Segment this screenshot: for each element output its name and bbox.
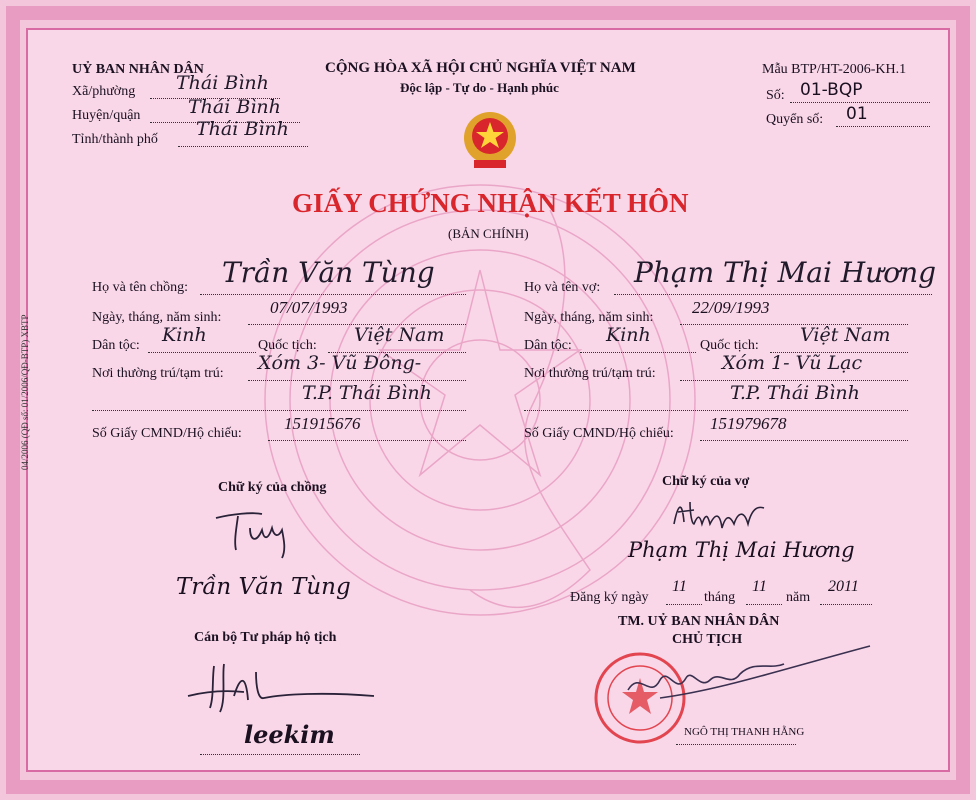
registration-month-label: tháng xyxy=(704,590,736,605)
husband-id-value: 151915676 xyxy=(284,414,361,433)
husband-residence-line1: Xóm 3- Vũ Đông- xyxy=(258,352,422,374)
province-label: Tỉnh/thành phố xyxy=(72,132,158,147)
wife-residence-line1: Xóm 1- Vũ Lạc xyxy=(722,352,863,374)
wife-ethnic-value: Kinh xyxy=(606,324,651,346)
husband-residence-label: Nơi thường trú/tạm trú: xyxy=(92,366,224,381)
husband-residence-line2: T.P. Thái Bình xyxy=(302,382,432,404)
country-heading: CỘNG HÒA XÃ HỘI CHỦ NGHĨA VIỆT NAM xyxy=(325,60,636,76)
registration-month: 11 xyxy=(752,578,767,595)
wife-ethnic-label: Dân tộc: xyxy=(524,338,572,353)
official-name: leekim xyxy=(244,720,335,749)
wife-nationality-value: Việt Nam xyxy=(800,324,891,346)
wife-name-label: Họ và tên vợ: xyxy=(524,280,601,295)
district-value: Thái Bình xyxy=(188,96,281,118)
wife-printed-name: Phạm Thị Mai Hương xyxy=(628,538,855,562)
registration-year-label: năm xyxy=(786,590,811,605)
wife-dob-label: Ngày, tháng, năm sinh: xyxy=(524,310,654,325)
wife-residence-label: Nơi thường trú/tạm trú: xyxy=(524,366,656,381)
husband-name-label: Họ và tên chồng: xyxy=(92,280,189,295)
form-code: Mẫu BTP/HT-2006-KH.1 xyxy=(762,62,907,77)
motto: Độc lập - Tự do - Hạnh phúc xyxy=(400,80,559,95)
husband-dob-label: Ngày, tháng, năm sinh: xyxy=(92,310,222,325)
chairman-name: NGÔ THỊ THANH HẰNG xyxy=(684,726,805,738)
official-label: Cán bộ Tư pháp hộ tịch xyxy=(194,630,337,645)
document-subtitle: (BẢN CHÍNH) xyxy=(448,226,529,241)
district-label: Huyện/quận xyxy=(72,108,141,123)
wife-residence-line2: T.P. Thái Bình xyxy=(730,382,860,404)
husband-nationality-label: Quốc tịch: xyxy=(258,338,317,353)
document-title: GIẤY CHỨNG NHẬN KẾT HÔN xyxy=(292,188,689,218)
husband-signature xyxy=(212,506,312,560)
husband-printed-name: Trần Văn Tùng xyxy=(176,574,351,600)
ward-label: Xã/phường xyxy=(72,84,136,99)
official-signature xyxy=(184,656,384,726)
registration-prefix: Đăng ký ngày xyxy=(570,590,649,605)
husband-id-label: Số Giấy CMND/Hộ chiếu: xyxy=(92,426,242,441)
wife-id-value: 151979678 xyxy=(710,414,787,433)
husband-dob-value: 07/07/1993 xyxy=(270,298,348,317)
number-label: Số: xyxy=(766,88,785,103)
husband-name-value: Trần Văn Tùng xyxy=(222,256,435,289)
number-value: 01-BQP xyxy=(800,80,863,100)
registration-year: 2011 xyxy=(828,578,859,595)
wife-id-label: Số Giấy CMND/Hộ chiếu: xyxy=(524,426,674,441)
book-label: Quyển số: xyxy=(766,112,824,127)
wife-name-value: Phạm Thị Mai Hương xyxy=(634,256,937,289)
husband-ethnic-value: Kinh xyxy=(162,324,207,346)
wife-signature-label: Chữ ký của vợ xyxy=(662,474,750,489)
chairman-title: CHỦ TỊCH xyxy=(672,632,743,647)
husband-nationality-value: Việt Nam xyxy=(354,324,445,346)
registration-day: 11 xyxy=(672,578,687,595)
chairman-org: TM. UỶ BAN NHÂN DÂN xyxy=(618,614,780,629)
husband-signature-label: Chữ ký của chồng xyxy=(218,480,327,495)
husband-ethnic-label: Dân tộc: xyxy=(92,338,140,353)
wife-nationality-label: Quốc tịch: xyxy=(700,338,759,353)
wife-signature xyxy=(668,494,778,538)
wife-dob-value: 22/09/1993 xyxy=(692,298,770,317)
side-note: 04/2006 (QĐ số: 01/2006/QĐ-BTP) XBTP xyxy=(20,314,30,470)
national-emblem-icon xyxy=(462,110,518,172)
committee-heading: UỶ BAN NHÂN DÂN xyxy=(72,62,204,77)
book-value: 01 xyxy=(846,104,868,124)
chairman-signature xyxy=(620,640,880,720)
province-value: Thái Bình xyxy=(196,118,289,140)
ward-value: Thái Bình xyxy=(176,72,269,94)
